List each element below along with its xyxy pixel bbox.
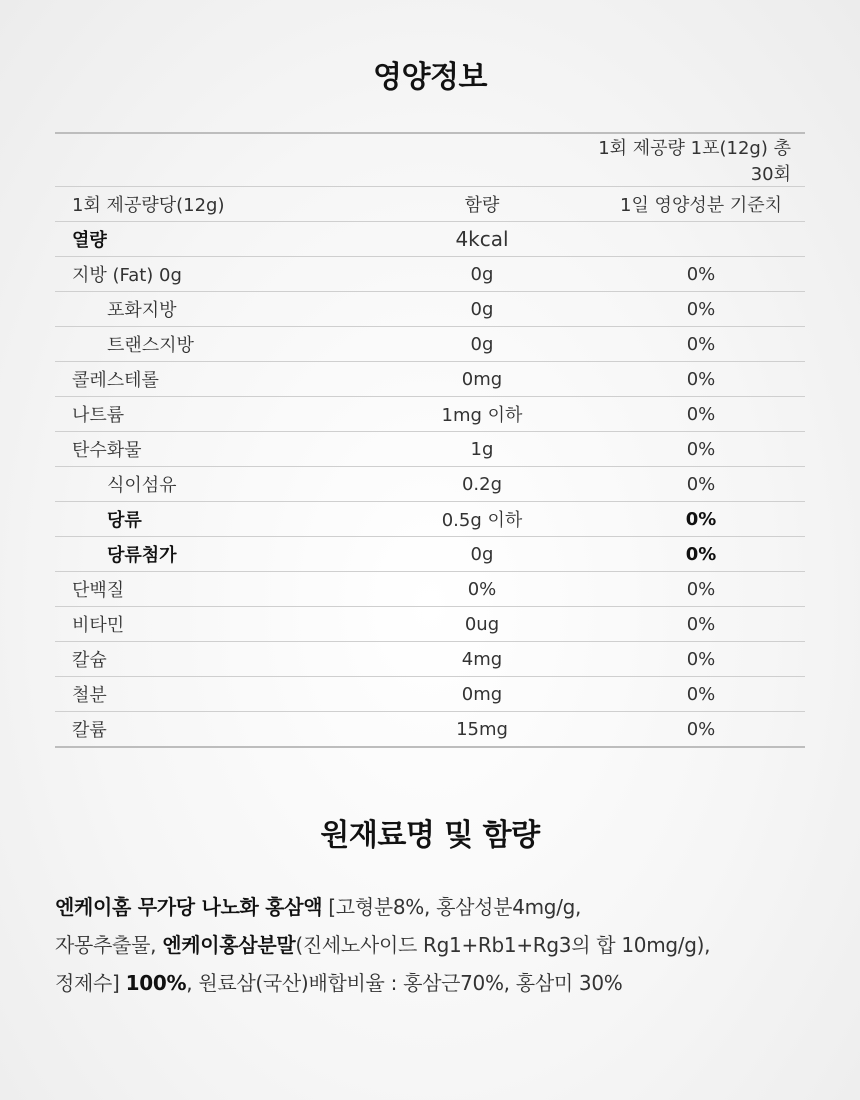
row-dv: 0%: [597, 572, 805, 607]
row-label: 철분: [55, 677, 367, 712]
row-dv: 0%: [597, 467, 805, 502]
nutrition-table: [55, 132, 805, 748]
row-label: 콜레스테롤: [55, 362, 367, 397]
row-amount: 0mg: [367, 677, 597, 712]
row-label: 칼륨: [55, 712, 367, 748]
row-label: 단백질: [55, 572, 367, 607]
serving-info: 1회 제공량 1포(12g) 총 30회: [597, 133, 805, 187]
ingredient-text: 정제수]: [55, 971, 126, 995]
nutrition-title: 영양정보: [373, 60, 487, 95]
ingredients-title: 원재료명 및 함량: [320, 818, 540, 853]
table-row: [55, 397, 805, 432]
row-amount: 15mg: [367, 712, 597, 748]
row-label: 당류: [55, 502, 367, 537]
table-row: [55, 642, 805, 677]
row-dv: 0%: [597, 677, 805, 712]
row-dv: 0%: [597, 502, 805, 537]
row-dv: 0%: [597, 537, 805, 572]
row-amount: 0ug: [367, 607, 597, 642]
table-row: [55, 362, 805, 397]
row-label: 탄수화물: [55, 432, 367, 467]
row-amount: 0g: [367, 257, 597, 292]
row-dv: 0%: [597, 712, 805, 748]
table-row: [55, 432, 805, 467]
row-label: 지방 (Fat) 0g: [55, 257, 367, 292]
header-amount: 함량: [367, 187, 597, 222]
row-amount: 0g: [367, 327, 597, 362]
row-amount: 4mg: [367, 642, 597, 677]
row-label: 식이섬유: [55, 467, 367, 502]
row-amount: 0.2g: [367, 467, 597, 502]
row-dv: 0%: [597, 432, 805, 467]
row-label: 나트륨: [55, 397, 367, 432]
ingredient-text: , 원료삼(국산)배합비율 : 홍삼근70%, 홍삼미 30%: [186, 971, 623, 995]
row-amount: 0g: [367, 537, 597, 572]
table-row: [55, 133, 805, 187]
ingredient-powder-name: 엔케이홍삼분말: [162, 933, 296, 957]
row-dv: 0%: [597, 642, 805, 677]
ingredient-main-name: 엔케이홈 무가당 나노화 홍삼액: [55, 895, 323, 919]
row-amount: 0g: [367, 292, 597, 327]
row-dv: 0%: [597, 397, 805, 432]
row-amount: 0%: [367, 572, 597, 607]
table-row: [55, 467, 805, 502]
ingredients-text: [55, 888, 815, 1002]
row-label: 칼슘: [55, 642, 367, 677]
row-amount: 0.5g 이하: [367, 502, 597, 537]
table-row: [55, 607, 805, 642]
row-label: 트랜스지방: [55, 327, 367, 362]
table-header-row: [55, 187, 805, 222]
table-row: [55, 502, 805, 537]
header-dv: 1일 영양성분 기준치: [597, 187, 805, 222]
table-row: [55, 712, 805, 748]
calories-label: 열량: [55, 222, 367, 257]
ingredient-text: 자몽추출물,: [55, 933, 163, 957]
row-dv: 0%: [597, 257, 805, 292]
table-row: [55, 292, 805, 327]
table-row-calories: [55, 222, 805, 257]
row-dv: 0%: [597, 607, 805, 642]
row-label: 포화지방: [55, 292, 367, 327]
table-row: [55, 572, 805, 607]
ingredient-text: [고형분8%, 홍삼성분4mg/g,: [322, 895, 582, 919]
table-row: [55, 677, 805, 712]
ingredient-percent: 100%: [125, 971, 187, 995]
table-row: [55, 327, 805, 362]
row-label: 당류첨가: [55, 537, 367, 572]
row-dv: 0%: [597, 327, 805, 362]
row-amount: 1g: [367, 432, 597, 467]
table-row: [55, 537, 805, 572]
row-label: 비타민: [55, 607, 367, 642]
row-amount: 1mg 이하: [367, 397, 597, 432]
ingredient-text: (진세노사이드 Rg1+Rb1+Rg3의 합 10mg/g),: [295, 933, 711, 957]
row-dv: 0%: [597, 292, 805, 327]
header-label: 1회 제공량당(12g): [55, 187, 367, 222]
table-row: [55, 257, 805, 292]
row-dv: 0%: [597, 362, 805, 397]
calories-value: 4kcal: [367, 222, 597, 257]
row-amount: 0mg: [367, 362, 597, 397]
